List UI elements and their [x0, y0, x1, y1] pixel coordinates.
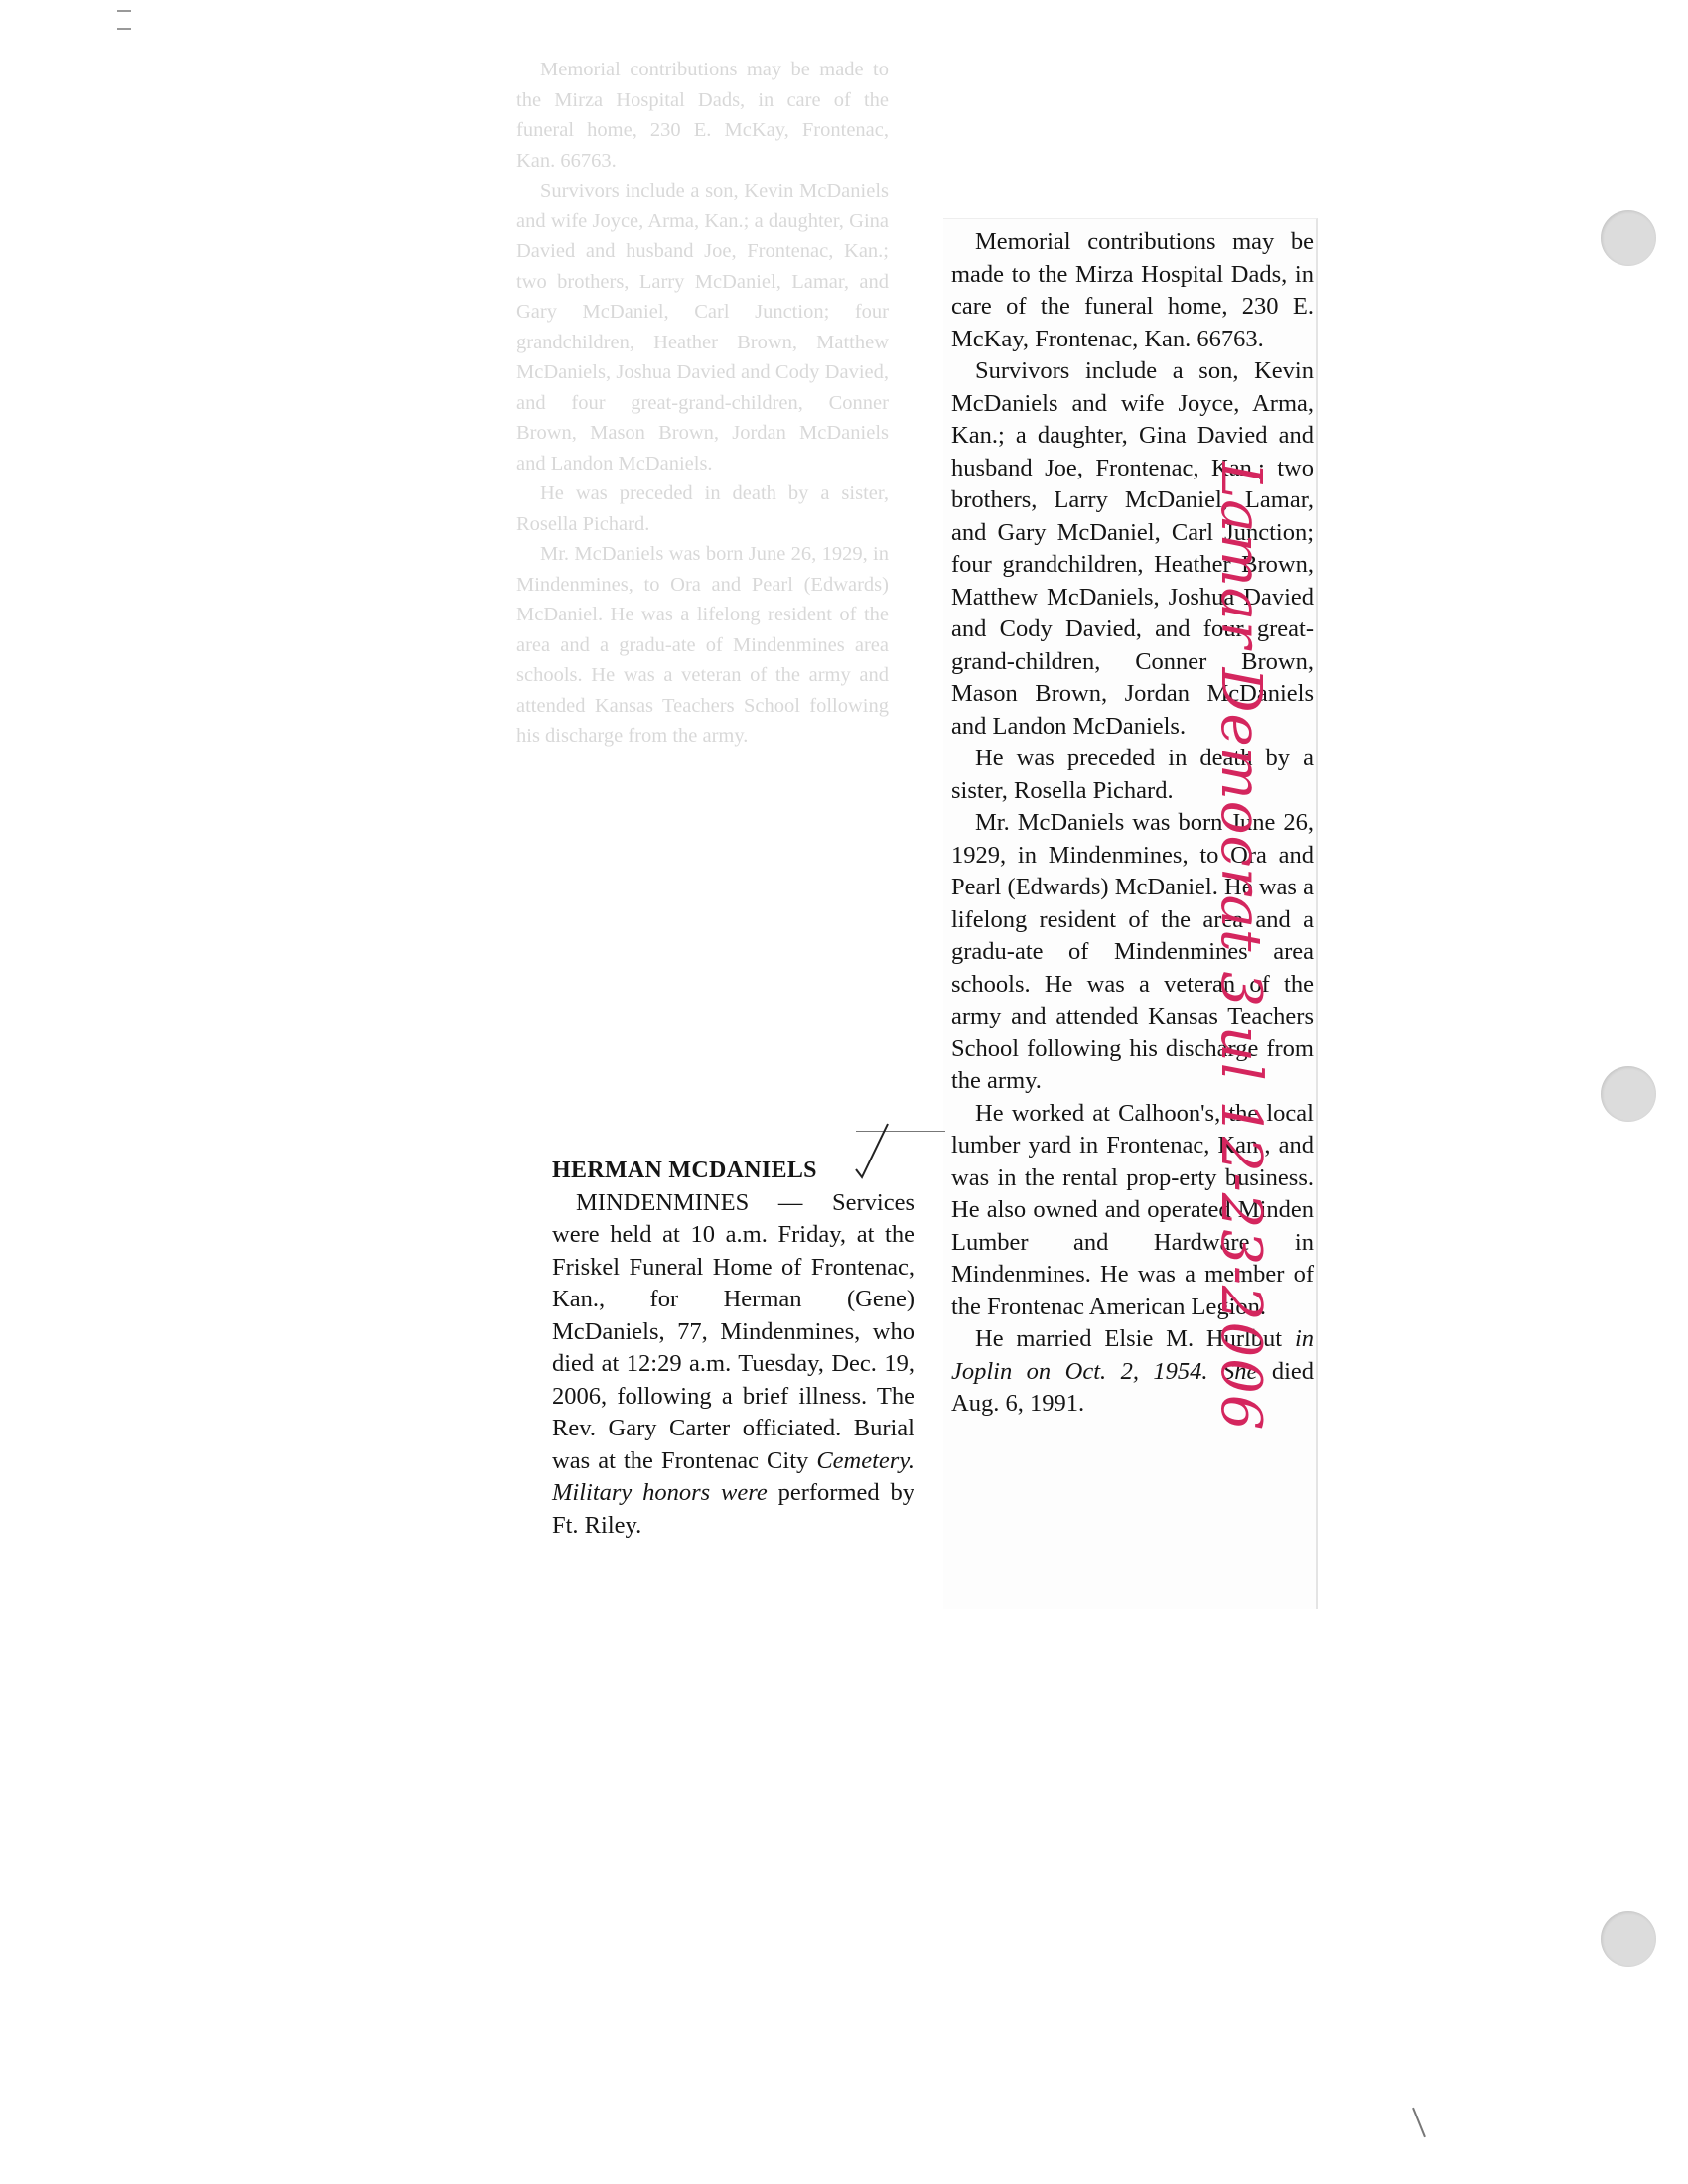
paragraph-biography: Mr. McDaniels was born June 26, 1929, in Mindenmines, to Ora and Pearl (Edwards) McDaniel. He was a lifelong resident of the area and a gradu-ate of Mindenmines area schools. He was a veteran of the army and attended Kansas Teachers School following his discharge from the army.	[951, 809, 1314, 1094]
binder-hole	[1601, 1911, 1656, 1967]
bleed-through-text: Memorial contributions may be made to the Mirza Hospital Dads, in care of the funeral home, 230 E. McKay, Frontenac, Kan. 66763. Survivors include a son, Kevin McDaniels and wife Joyce, Arma, Kan.; a daughter, Gina Davied and husband Joe, Frontenac, Kan.; two brothers, Larry McDaniel, Lamar, and Gary McDaniel, Carl Junction; four grandchildren, Heather Brown, Matthew McDaniels, Joshua Davied and Cody Davied, and four great-grand-children, Conner Brown, Mason Brown, Jordan McDaniels and Landon McDaniels. He was preceded in death by a sister, Rosella Pichard. Mr. McDaniels was born June 26, 1929, in Mindenmines, to Ora and Pearl (Edwards) McDaniel. He was a lifelong resident of the area and a gradu-ate of Mindenmines area schools. He was a veteran of the army and attended Kansas Teachers School following his discharge from the army.	[516, 59, 889, 747]
obituary-headline: HERMAN MCDANIELS	[552, 1158, 817, 1183]
article-left-column	[552, 1155, 914, 1542]
handwritten-source-annotation: Lamar Democrat 3 ul 12-23-2006	[1208, 462, 1273, 1432]
scan-mark	[117, 28, 131, 30]
scan-mark	[1412, 2108, 1426, 2137]
binder-hole	[1601, 1066, 1656, 1122]
dateline: MINDENMINES —	[576, 1188, 803, 1216]
binder-hole	[1601, 210, 1656, 266]
scan-mark	[117, 10, 131, 12]
paragraph-memorial: Memorial contributions may be made to the Mirza Hospital Dads, in care of the funeral home, 230 E. McKay, Frontenac, Kan. 66763.	[951, 228, 1314, 352]
paragraph-survivors: Survivors include a son, Kevin McDaniels and wife Joyce, Arma, Kan.; a daughter, Gina Davied and husband Joe, Frontenac, Kan.; two brothers, Larry McDaniel, Lamar, and Gary McDaniel, Carl Junction; four grandchildren, Heather Brown, Matthew McDaniels, Joshua Davied and Cody Davied, and four great-grand-children, Conner Brown, Mason Brown, Jordan McDaniels and Landon McDaniels.	[951, 357, 1314, 740]
paragraph-career: He worked at Calhoon's, the local lumber yard in Frontenac, Kan., and was in the rental prop-erty business. He also owned and operated Minden Lumber and Hardware in Mindenmines. He was a member of the Frontenac American Legion.	[951, 1099, 1314, 1320]
paragraph-preceded: He was preceded in death by a sister, Rosella Pichard.	[951, 745, 1314, 804]
paragraph-services: MINDENMINES — Services were held at 10 a.m. Friday, at the Friskel Funeral Home of Frontenac, Kan., for Herman (Gene) McDaniels, 77, Mindenmines, who died at 12:29 a.m. Tuesday, Dec. 19, 2006, following a brief illness. The Rev. Gary Carter officiated. Burial was at the Frontenac City Cemetery. Military honors were performed by Ft. Riley.	[552, 1188, 914, 1539]
paragraph-marriage: He married Elsie M. Hurlbut in Joplin on Oct. 2, 1954. She died Aug. 6, 1991.	[951, 1325, 1314, 1417]
